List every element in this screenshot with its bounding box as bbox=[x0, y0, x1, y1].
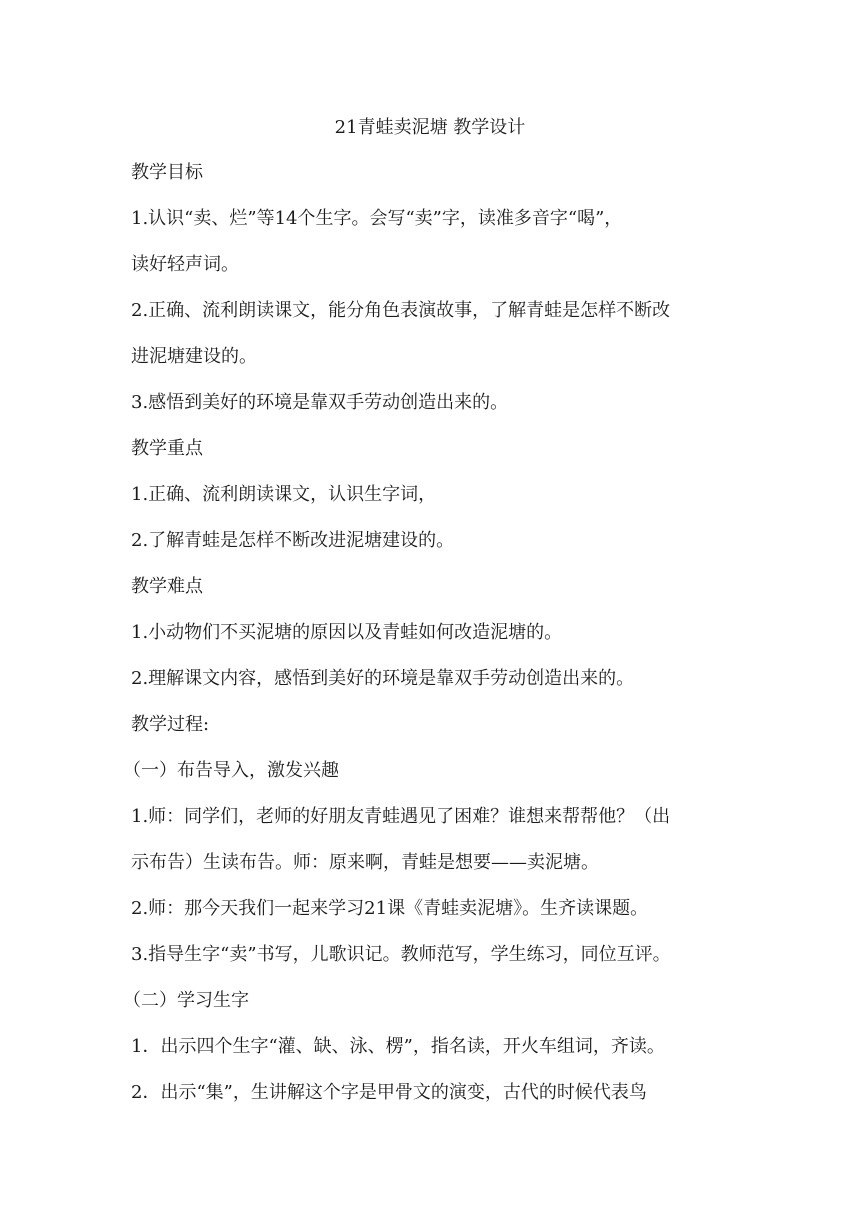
paragraph-line: 2.理解课文内容，感悟到美好的环境是靠双手劳动创造出来的。 bbox=[131, 668, 635, 689]
paragraph-line: 1.正确、流利朗读课文，认识生字词， bbox=[131, 484, 437, 505]
paragraph-line: 2.正确、流利朗读课文，能分角色表演故事，了解青蛙是怎样不断改 bbox=[131, 300, 671, 321]
paragraph-line: 2.了解青蛙是怎样不断改进泥塘建设的。 bbox=[131, 530, 455, 551]
paragraph-line: 1.认识“卖、烂”等14个生字。会写“卖”字，读准多音字“喝”， bbox=[131, 208, 623, 229]
paragraph-line: 2.师：那今天我们一起来学习21课《青蛙卖泥塘》。生齐读课题。 bbox=[131, 898, 649, 919]
heading-teaching-goals: 教学目标 bbox=[131, 162, 203, 183]
section-heading-learn-characters: （二）学习生字 bbox=[123, 990, 249, 1011]
document-title: 21青蛙卖泥塘 教学设计 bbox=[334, 117, 526, 138]
paragraph-line: 进泥塘建设的。 bbox=[131, 346, 257, 367]
paragraph-line: 2．出示“集”，生讲解这个字是甲骨文的演变，古代的时候代表鸟 bbox=[131, 1082, 647, 1103]
paragraph-line: 3.感悟到美好的环境是靠双手劳动创造出来的。 bbox=[131, 392, 509, 413]
document-body bbox=[123, 155, 737, 1121]
heading-teaching-key-points: 教学重点 bbox=[131, 438, 203, 459]
paragraph-line: 1.小动物们不买泥塘的原因以及青蛙如何改造泥塘的。 bbox=[131, 622, 563, 643]
heading-teaching-difficulties: 教学难点 bbox=[131, 576, 203, 597]
heading-teaching-process: 教学过程: bbox=[131, 714, 210, 735]
paragraph-line: 示布告）生读布告。师：原来啊，青蛙是想要——卖泥塘。 bbox=[131, 852, 599, 873]
paragraph-line: 1.师：同学们，老师的好朋友青蛙遇见了困难？谁想来帮帮他？（出 bbox=[131, 806, 671, 827]
paragraph-line: 3.指导生字“卖”书写，儿歌识记。教师范写，学生练习，同位互评。 bbox=[131, 944, 671, 965]
paragraph-line: 1．出示四个生字“灌、缺、泳、楞”，指名读，开火车组词，齐读。 bbox=[131, 1036, 665, 1057]
paragraph-line: 读好轻声词。 bbox=[131, 254, 239, 275]
section-heading-intro: （一）布告导入，激发兴趣 bbox=[123, 760, 339, 781]
